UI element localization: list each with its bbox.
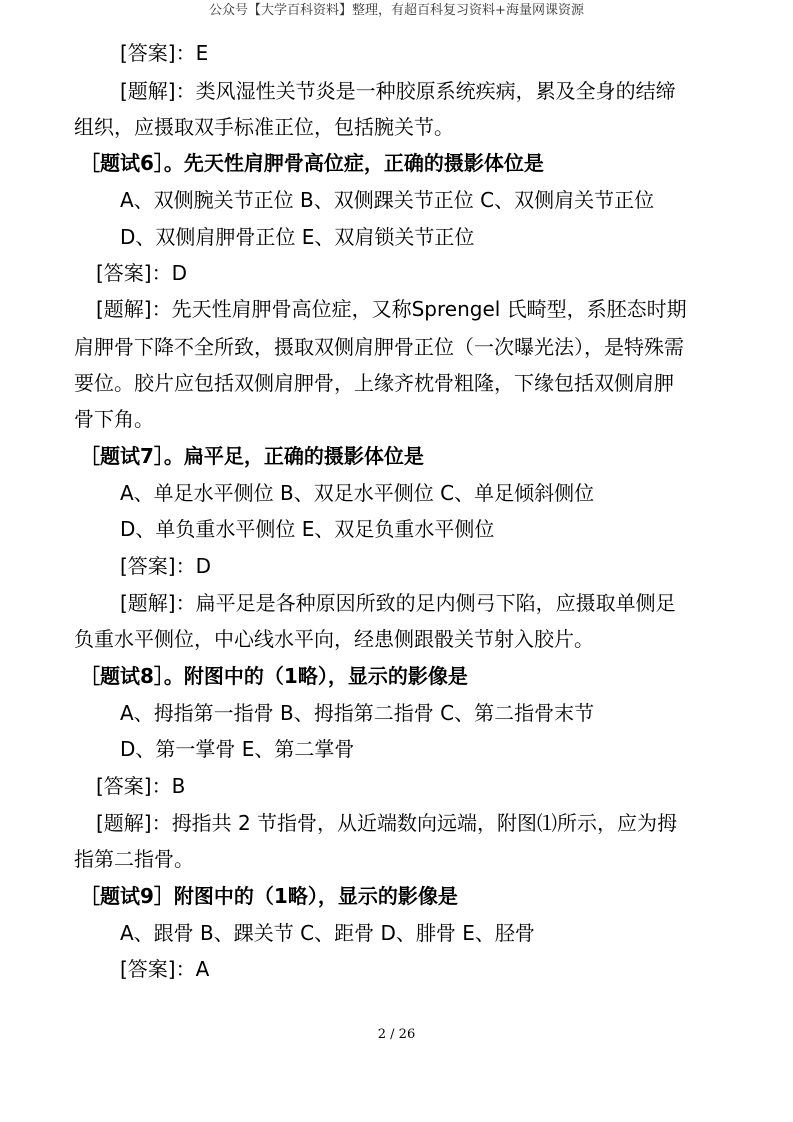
option-line: A、拇指第一指骨 B、拇指第二指骨 C、第二指骨末节 [120,701,595,725]
option-line: A、单足水平侧位 B、双足水平侧位 C、单足倾斜侧位 [120,481,595,505]
answer-line: [答案]：A [120,957,210,981]
option-line: D、单负重水平侧位 E、双足负重水平侧位 [120,517,495,541]
explanation-line: [题解]：拇指共 2 节指骨，从近端数向远端，附图⑴所示，应为拇 [96,811,678,835]
question-heading: ［题试8］。附图中的（1略），显示的影像是 [80,664,468,688]
answer-line: [答案]：B [96,774,186,798]
explanation-line: 肩胛骨下降不全所致，摄取双侧肩胛骨正位（一次曝光法），是特殊需 [74,335,684,359]
page-header: 公众号【大学百科资料】整理，有超百科复习资料+海量网课资源 [209,3,584,18]
option-line: A、跟骨 B、踝关节 C、距骨 D、腓骨 E、胫骨 [120,921,535,945]
question-heading: ［题试9］附图中的（1略），显示的影像是 [80,884,458,908]
option-line: D、第一掌骨 E、第二掌骨 [120,737,355,761]
explanation-line: 指第二指骨。 [74,847,194,871]
option-line: A、双侧腕关节正位 B、双侧踝关节正位 C、双侧肩关节正位 [120,188,655,212]
explanation-line: 要位。胶片应包括双侧肩胛骨，上缘齐枕骨粗隆，下缘包括双侧肩胛 [74,371,674,395]
answer-line: [答案]：D [120,554,212,578]
page-number: 2 / 26 [377,1027,416,1042]
explanation-line: 负重水平侧位，中心线水平向，经患侧跟骰关节射入胶片。 [74,627,594,651]
explanation-line: [题解]：类风湿性关节炎是一种胶原系统疾病，累及全身的结缔 [120,79,676,103]
answer-line: [答案]：E [120,41,209,65]
question-heading: ［题试7］。扁平足，正确的摄影体位是 [80,444,424,468]
question-heading: ［题试6］。先天性肩胛骨高位症，正确的摄影体位是 [80,151,544,175]
explanation-line: 骨下角。 [74,407,154,431]
explanation-line: [题解]：扁平足是各种原因所致的足内侧弓下陷，应摄取单侧足 [120,591,676,615]
explanation-line: 组织，应摄取双手标准正位，包括腕关节。 [74,115,454,139]
explanation-line: [题解]：先天性肩胛骨高位症，又称Sprengel 氏畸型，系胚态时期 [96,297,687,321]
option-line: D、双侧肩胛骨正位 E、双肩锁关节正位 [120,225,475,249]
answer-line: [答案]：D [96,261,188,285]
